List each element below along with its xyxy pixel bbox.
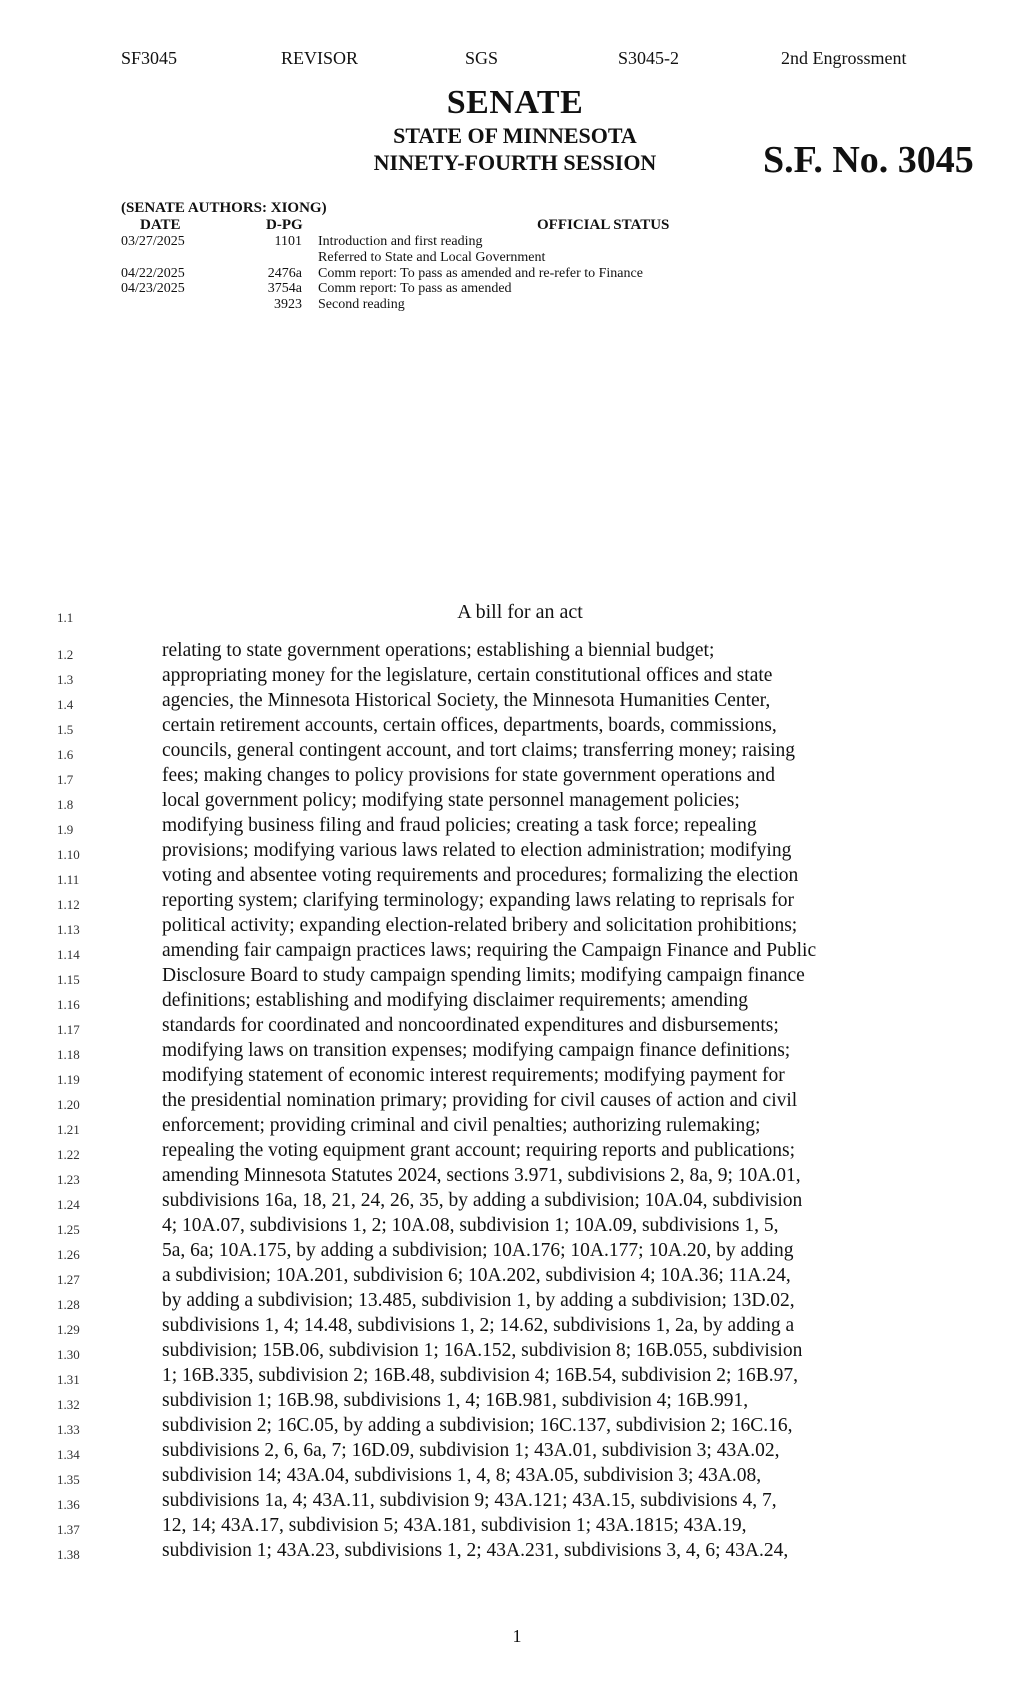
bill-line: [0, 1390, 1024, 1415]
line-number: 1.4: [57, 697, 74, 712]
bill-line-text: amending fair campaign practices laws; requiring the Campaign Finance and Public: [162, 940, 817, 961]
bill-line: [0, 1190, 1024, 1215]
header-initials: SGS: [465, 48, 499, 68]
line-number: 1.32: [57, 1397, 80, 1412]
line-number: 1.19: [57, 1072, 80, 1087]
status-action: Introduction and first reading: [318, 234, 483, 249]
bill-line-text: 1; 16B.335, subdivision 2; 16B.48, subdivision 4; 16B.54, subdivision 2; 16B.97,: [162, 1365, 798, 1386]
line-number: 1.13: [57, 922, 80, 937]
page-number: 1: [512, 1626, 522, 1646]
bill-line: [0, 965, 1024, 990]
bill-line: [0, 840, 1024, 865]
line-number: 1.21: [57, 1122, 80, 1137]
header-engrossment: 2nd Engrossment: [781, 48, 907, 68]
line-number: 1.26: [57, 1247, 80, 1262]
bill-line-text: amending Minnesota Statutes 2024, sections 3.971, subdivisions 2, 8a, 9; 10A.01,: [162, 1165, 801, 1186]
line-number: 1.30: [57, 1347, 80, 1362]
bill-line-text: standards for coordinated and noncoordinated expenditures and disbursements;: [162, 1015, 779, 1036]
bill-line: [0, 990, 1024, 1015]
bill-line: [0, 1515, 1024, 1540]
line-number: 1.5: [57, 722, 74, 737]
status-action: Second reading: [318, 297, 405, 312]
bill-line-text: subdivision; 15B.06, subdivision 1; 16A.152, subdivision 8; 16B.055, subdivision: [162, 1340, 803, 1361]
bill-line-text: a subdivision; 10A.201, subdivision 6; 10A.202, subdivision 4; 10A.36; 11A.24,: [162, 1265, 791, 1286]
line-number: 1.34: [57, 1447, 80, 1462]
senate-heading: SENATE: [446, 84, 584, 121]
line-number: 1.28: [57, 1297, 80, 1312]
bill-line: [0, 715, 1024, 740]
bill-line-text: 12, 14; 43A.17, subdivision 5; 43A.181, subdivision 1; 43A.1815; 43A.19,: [162, 1515, 747, 1536]
line-number: 1.33: [57, 1422, 80, 1437]
bill-line-text: local government policy; modifying state personnel management policies;: [162, 790, 740, 811]
line-number: 1.12: [57, 897, 80, 912]
bill-line-text: subdivision 14; 43A.04, subdivisions 1, 4, 8; 43A.05, subdivision 3; 43A.08,: [162, 1465, 762, 1486]
line-number: 1.3: [57, 672, 74, 687]
bill-line: [0, 1465, 1024, 1490]
status-page: 2476a: [267, 266, 302, 281]
bill-line-text: Disclosure Board to study campaign spending limits; modifying campaign finance: [162, 965, 805, 986]
status-page: 3754a: [267, 281, 302, 296]
line-number: 1.36: [57, 1497, 80, 1512]
status-col-date: DATE: [140, 217, 181, 233]
line-number: 1.23: [57, 1172, 80, 1187]
bill-line: [0, 790, 1024, 815]
bill-line-text: by adding a subdivision; 13.485, subdivision 1, by adding a subdivision; 13D.02,: [162, 1290, 795, 1311]
bill-line: [0, 1065, 1024, 1090]
line-number: 1.14: [57, 947, 80, 962]
bill-line-text: fees; making changes to policy provisions for state government operations and: [162, 765, 776, 786]
line-number: 1.31: [57, 1372, 80, 1387]
bill-line-text: subdivision 1; 43A.23, subdivisions 1, 2; 43A.231, subdivisions 3, 4, 6; 43A.24,: [162, 1540, 789, 1561]
bill-line: [0, 1165, 1024, 1190]
status-action: Comm report: To pass as amended and re-refer to Finance: [318, 266, 643, 281]
bill-line-text: voting and absentee voting requirements and procedures; formalizing the election: [162, 865, 799, 886]
bill-line-text: councils, general contingent account, and tort claims; transferring money; raising: [162, 740, 796, 761]
bill-line-text: repealing the voting equipment grant account; requiring reports and publications;: [162, 1140, 796, 1161]
line-number: 1.22: [57, 1147, 80, 1162]
bill-line-text: certain retirement accounts, certain offices, departments, boards, commissions,: [162, 715, 777, 736]
bill-line: [0, 1240, 1024, 1265]
header-revisor: REVISOR: [281, 48, 359, 68]
bill-line-text: agencies, the Minnesota Historical Society, the Minnesota Humanities Center,: [162, 690, 771, 711]
line-number: 1.25: [57, 1222, 80, 1237]
line-number: 1.27: [57, 1272, 80, 1287]
bill-line-text: provisions; modifying various laws related to election administration; modifying: [162, 840, 792, 861]
status-date: 03/27/2025: [121, 234, 185, 249]
line-number: 1.16: [57, 997, 80, 1012]
session-heading: NINETY-FOURTH SESSION: [373, 150, 657, 175]
bill-line: [0, 815, 1024, 840]
header-draft-id: S3045-2: [618, 48, 680, 68]
bill-line: [0, 1490, 1024, 1515]
bill-line: [0, 640, 1024, 665]
line-number: 1.24: [57, 1197, 80, 1212]
bill-line-text: subdivisions 16a, 18, 21, 24, 26, 35, by adding a subdivision; 10A.04, subdivision: [162, 1190, 803, 1211]
bill-line: [0, 915, 1024, 940]
bill-line-text: modifying laws on transition expenses; modifying campaign finance definitions;: [162, 1040, 791, 1061]
bill-line-text: 5a, 6a; 10A.175, by adding a subdivision; 10A.176; 10A.177; 10A.20, by adding: [162, 1240, 794, 1261]
bill-line-text: modifying statement of economic interest requirements; modifying payment for: [162, 1065, 785, 1086]
line-number: 1.29: [57, 1322, 80, 1337]
bill-line: [0, 1415, 1024, 1440]
line-number: 1.15: [57, 972, 80, 987]
line-number: 1.17: [57, 1022, 80, 1037]
bill-number: S.F. No. 3045: [763, 139, 974, 181]
bill-line: [0, 1540, 1024, 1565]
bill-line-text: subdivisions 2, 6, 6a, 7; 16D.09, subdivision 1; 43A.01, subdivision 3; 43A.02,: [162, 1440, 780, 1461]
state-heading: STATE OF MINNESOTA: [393, 123, 637, 148]
line-number: 1.38: [57, 1547, 80, 1562]
status-col-official: OFFICIAL STATUS: [537, 217, 670, 233]
line-number: 1.10: [57, 847, 80, 862]
bill-line: [0, 1040, 1024, 1065]
bill-line: [0, 1365, 1024, 1390]
bill-line-text: definitions; establishing and modifying disclaimer requirements; amending: [162, 990, 748, 1011]
bill-line-text: subdivision 1; 16B.98, subdivisions 1, 4; 16B.981, subdivision 4; 16B.991,: [162, 1390, 749, 1411]
bill-line-text: subdivisions 1a, 4; 43A.11, subdivision 9; 43A.121; 43A.15, subdivisions 4, 7,: [162, 1490, 777, 1511]
line-number: 1.7: [57, 772, 74, 787]
status-action: Referred to State and Local Government: [318, 250, 546, 265]
bill-line: [0, 865, 1024, 890]
line-number: 1.18: [57, 1047, 80, 1062]
bill-line: [0, 1140, 1024, 1165]
status-page: 3923: [274, 297, 302, 312]
bill-line: [0, 1015, 1024, 1040]
line-number: 1.8: [57, 797, 74, 812]
authors-line: (SENATE AUTHORS: XIONG): [121, 200, 327, 216]
bill-line: [0, 765, 1024, 790]
act-title: A bill for an act: [457, 601, 583, 623]
bill-line-text: 4; 10A.07, subdivisions 1, 2; 10A.08, subdivision 1; 10A.09, subdivisions 1, 5,: [162, 1215, 779, 1236]
bill-line: [0, 1440, 1024, 1465]
bill-line-text: appropriating money for the legislature, certain constitutional offices and state: [162, 665, 773, 686]
bill-line: [0, 890, 1024, 915]
line-number: 1.1: [57, 610, 74, 625]
bill-line-text: subdivision 2; 16C.05, by adding a subdivision; 16C.137, subdivision 2; 16C.16,: [162, 1415, 793, 1436]
status-date: 04/23/2025: [121, 281, 185, 296]
line-number: 1.9: [57, 822, 74, 837]
line-number: 1.20: [57, 1097, 80, 1112]
header-bill-id: SF3045: [121, 48, 178, 68]
bill-line: [0, 740, 1024, 765]
bill-line: [0, 665, 1024, 690]
bill-line-text: reporting system; clarifying terminology; expanding laws relating to reprisals for: [162, 890, 794, 911]
bill-line: [0, 1215, 1024, 1240]
bill-body: [0, 640, 1024, 1565]
line-number: 1.2: [57, 647, 74, 662]
bill-line-text: the presidential nomination primary; providing for civil causes of action and civil: [162, 1090, 798, 1111]
bill-line-text: enforcement; providing criminal and civil penalties; authorizing rulemaking;: [162, 1115, 761, 1136]
line-number: 1.37: [57, 1522, 80, 1537]
bill-line: [0, 1265, 1024, 1290]
bill-line: [0, 1340, 1024, 1365]
bill-line: [0, 1090, 1024, 1115]
bill-line: [0, 1315, 1024, 1340]
line-number: 1.11: [57, 872, 80, 887]
bill-line-text: subdivisions 1, 4; 14.48, subdivisions 1, 2; 14.62, subdivisions 1, 2a, by adding a: [162, 1315, 795, 1336]
status-action: Comm report: To pass as amended: [318, 281, 512, 296]
bill-line: [0, 1290, 1024, 1315]
bill-line-text: political activity; expanding election-related bribery and solicitation prohibitions;: [162, 915, 798, 936]
bill-line: [0, 940, 1024, 965]
bill-line-text: modifying business filing and fraud policies; creating a task force; repealing: [162, 815, 757, 836]
status-page: 1101: [274, 234, 302, 249]
bill-line-text: relating to state government operations; establishing a biennial budget;: [162, 640, 715, 661]
line-number: 1.6: [57, 747, 74, 762]
line-number: 1.35: [57, 1472, 80, 1487]
bill-line: [0, 690, 1024, 715]
bill-line: [0, 1115, 1024, 1140]
status-col-dpg: D-PG: [266, 217, 303, 233]
status-date: 04/22/2025: [121, 266, 185, 281]
